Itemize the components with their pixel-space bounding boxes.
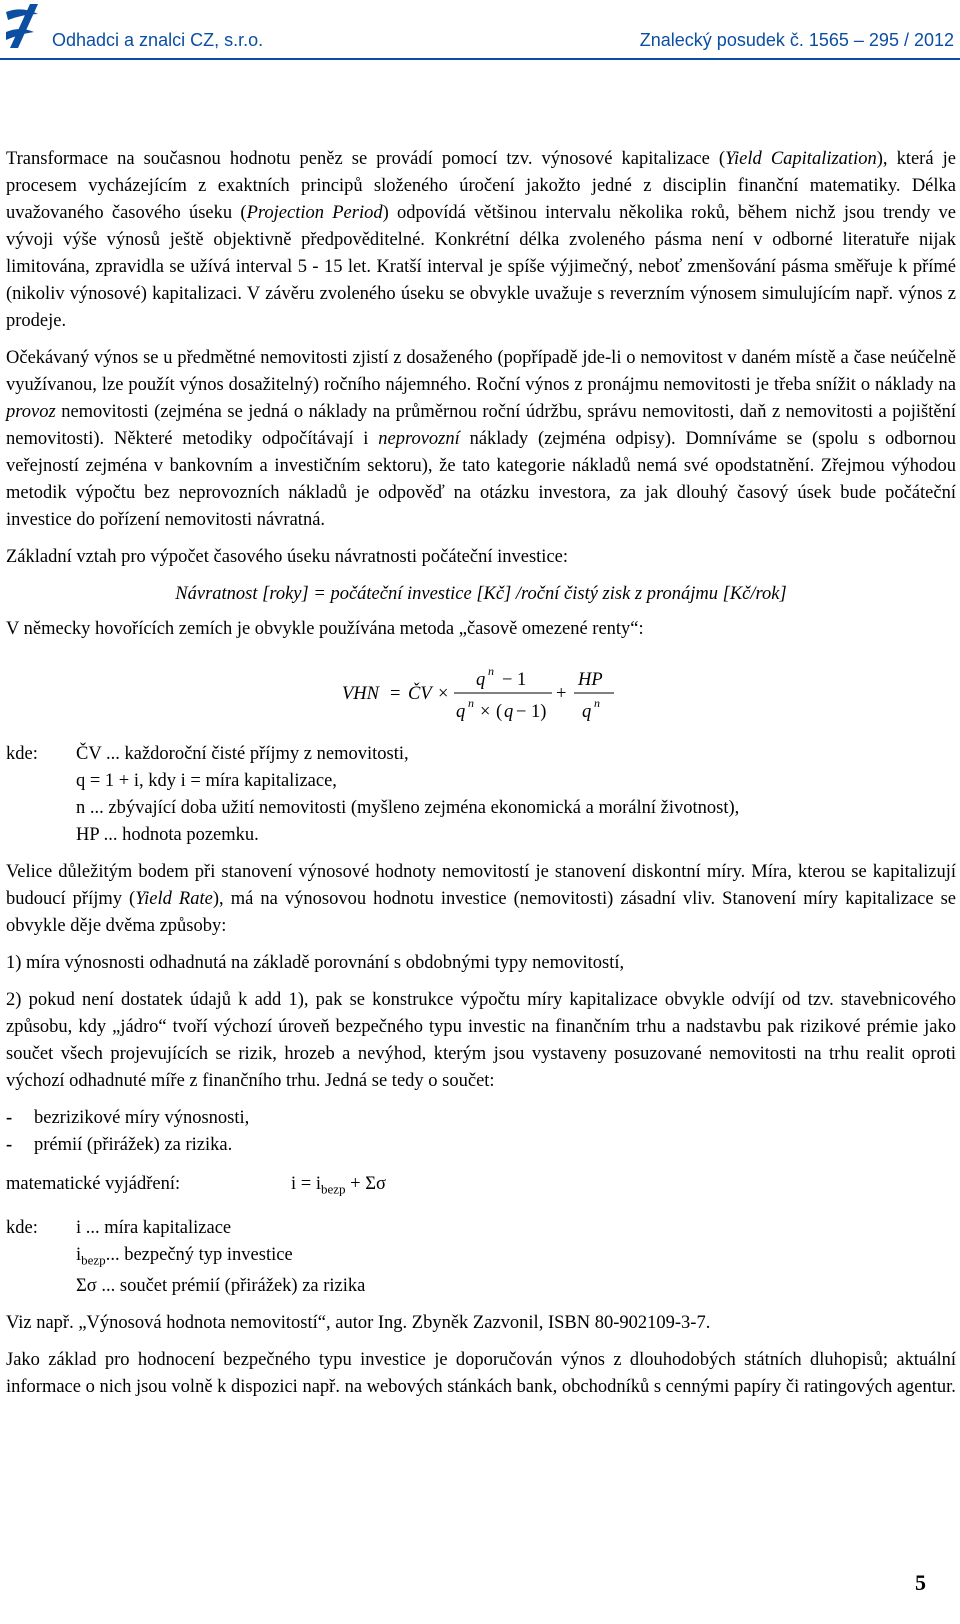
header-divider	[0, 58, 960, 60]
math-expression-label: matematické vyjádření:	[6, 1174, 181, 1194]
formula-hp-q: q	[582, 702, 592, 722]
formula-den-q2: q	[504, 702, 514, 722]
page-number: 5	[915, 1570, 926, 1595]
page-body	[6, 146, 956, 1411]
formula-lhs: VHN	[342, 684, 379, 704]
legend-vhn	[6, 741, 956, 849]
vhn-formula-svg	[342, 653, 642, 741]
formula-den-n: n	[468, 696, 474, 710]
company-logo-icon	[4, 2, 40, 50]
dash-bullet: -	[6, 1135, 13, 1155]
dash-item: prémií (přirážek) za rizika.	[34, 1135, 233, 1155]
paragraph-bonds: Jako základ pro hodnocení bezpečného typu investice je doporučován výnos z dlouhodobých státních dluhopisů; aktuální informace o nich jsou volně k dispozici např. na webových stánkách bank, obchodníků s cennými papíry či ratingových agentur.	[6, 1350, 956, 1398]
legend-item: ČV ... každoroční čisté příjmy z nemovitosti,	[76, 744, 409, 764]
legend-label: kde:	[6, 1217, 38, 1238]
legend-item: q = 1 + i, kdy i = míra kapitalizace,	[76, 771, 337, 791]
paragraph-discount-rate: Velice důležitým bodem při stanovení výnosové hodnoty nemovitostí je stanovení diskontní míry. Míra, kterou se kapitalizují budoucí příjmy (Yield Rate), má na výnosovou hodnotu investice (nemovitosti) zásadní vliv. Stanovení míry kapitalizace se obvykle děje dvěma způsoby:	[6, 862, 957, 936]
math-expression-formula: $i = i_{bezp} + \Sigma\sigma$	[291, 1174, 386, 1197]
legend-item: $i_{bezp}$... bezpečný typ investice	[76, 1244, 293, 1268]
paragraph-expected-yield: Očekávaný výnos se u předmětné nemovitosti zjistí z dosaženého (popřípadě jde-li o nemovitost v daném místě a čase neúčelně využívanou, lze použít výnos dosažitelný) ročního nájemného. Roční výnos z pronájmu nemovitosti je třeba snížit o náklady na provoz nemovitosti (zejména se jedná o náklady na průměrnou roční údržbu, správu nemovitosti, daň z nemovitosti a pojištění nemovitosti). Některé metodiky odpočítávají i neprovozní náklady (zejména odpisy). Domníváme se (spolu s odbornou veřejností zejména v bankovním a investičním sektoru), že tato kategorie nákladů nemá své opodstatnění. Zřejmou výhodou metodik výpočtu bez neprovozních nákladů je odpověď na otázku investora, za jak dlouhý časový úsek bude počáteční investice do pořízení nemovitosti návratná.	[6, 348, 956, 530]
legend-item: Σσ ... součet prémií (přirážek) za rizika	[76, 1276, 366, 1297]
dash-item: bezrizikové míry výnosnosti,	[34, 1108, 250, 1128]
formula-plus: +	[556, 684, 567, 704]
vhn-formula	[6, 653, 956, 741]
paragraph-basic-relation: Základní vztah pro výpočet časového úseku návratnosti počáteční investice:	[6, 547, 569, 567]
legend-label: kde:	[6, 744, 38, 764]
paragraph-capitalization: Transformace na současnou hodnotu peněz se provádí pomocí tzv. výnosové kapitalizace (Yield Capitalization), která je procesem vycházejícím z exaktních principů složeného úročení jakožto jedné z disciplin finanční matematiky. Délka uvažovaného časového úseku (Projection Period) odpovídá většinou intervalu několika roků, během nichž jsou trendy ve vývoji výše výnosů ještě objektivně předpověditelné. Konkrétní délka zvoleného pásma není v odborné literatuře nijak limitována, zpravidla se užívá interval 5 - 15 let. Kratší interval je spíše výjimečný, neboť zmenšování pásma směřuje k přímé (nikoliv výnosové) kapitalizaci. V závěru zvoleného úseku se obvykle uvažuje s reverzním výnosem simulujícím např. výnos z prodeje.	[6, 149, 956, 331]
formula-hp: HP	[578, 670, 603, 690]
paragraph-method-1: 1) míra výnosnosti odhadnutá na základě porovnání s obdobnými typy nemovitostí,	[6, 953, 625, 973]
formula-den-minus1: − 1)	[516, 702, 547, 722]
page-header	[0, 0, 960, 80]
formula-equals: =	[390, 684, 401, 704]
formula-den-q: q	[456, 702, 466, 722]
legend-item: i ... míra kapitalizace	[76, 1217, 232, 1238]
document-number: Znalecký posudek č. 1565 – 295 / 2012	[639, 30, 954, 50]
paragraph-method-2: 2) pokud není dostatek údajů k add 1), pak se konstrukce výpočtu míry kapitalizace obvykle odvíjí od tzv. stavebnicového způsobu, kdy „jádro“ tvoří výchozí úroveň bezpečného typu investic na finančním trhu a nadstavbu pak rizikové prémie jako součet všech projevujících se rizik, hrozeb a nevýhod, kterým jsou vystaveny posuzované nemovitosti na trhu realit oproti výchozí odhadnuté míře z finančního trhu. Jedná se tedy o součet:	[6, 990, 956, 1091]
legend-item: n ... zbývající doba užití nemovitosti (myšleno zejména ekonomická a morální životnost),	[76, 798, 740, 818]
formula-cv: ČV	[408, 684, 432, 704]
formula-payback: Návratnost [roky] = počáteční investice [Kč] /roční čistý zisk z pronájmu [Kč/rok]	[175, 584, 787, 604]
formula-hp-n: n	[594, 696, 600, 710]
dash-list	[6, 1105, 956, 1159]
formula-den-times: ×	[480, 702, 491, 722]
legend-item: HP ... hodnota pozemku.	[76, 825, 259, 845]
company-name: Odhadci a znalci CZ, s.r.o.	[52, 30, 264, 50]
paragraph-reference: Viz např. „Výnosová hodnota nemovitostí“, autor Ing. Zbyněk Zazvonil, ISBN 80-902109-3-7.	[6, 1313, 711, 1334]
formula-times: ×	[438, 684, 449, 704]
dash-bullet: -	[6, 1108, 13, 1128]
paragraph-german-method: V německy hovořících zemích je obvykle používána metoda „časově omezené renty“:	[6, 619, 644, 639]
formula-den-paren: (	[496, 702, 503, 722]
formula-num-n: n	[488, 664, 494, 678]
legend-rate	[6, 1215, 956, 1301]
math-expression	[6, 1171, 956, 1203]
formula-num-minus1: − 1	[502, 670, 527, 690]
formula-num-q: q	[476, 670, 486, 690]
